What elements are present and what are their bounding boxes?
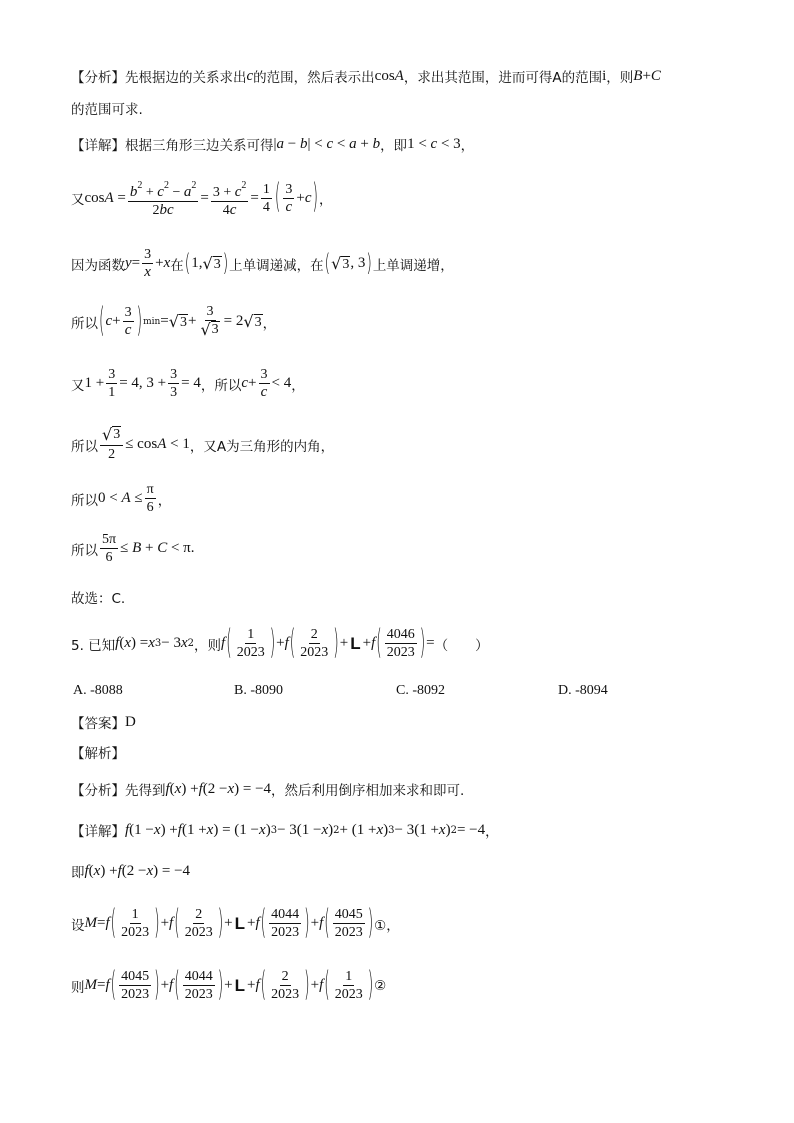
line6-text-1: 又 <box>71 377 85 394</box>
q5-number: 5. 已知 <box>71 637 116 654</box>
line9-text-2: . <box>190 540 195 556</box>
option-d[interactable]: D. -8094 <box>558 683 608 698</box>
line8-text-2: ， <box>157 492 172 509</box>
frac-cosine-law: $\frac{b^2 + c^2 - a^2}{2bc}$ <box>128 177 198 219</box>
answer-tag: 【答案】 <box>71 716 125 732</box>
line4-text-4: 上单调递增， <box>372 257 454 274</box>
line10-text-1: 故选：C. <box>71 591 126 607</box>
line9-text-1: 所以 <box>71 542 98 559</box>
detail-text-3: ， <box>460 138 475 154</box>
analysis2-text-1: 先得到 <box>125 783 166 799</box>
analysis-tag: 【分析】 <box>71 70 125 86</box>
line6-text-2: ，所以 <box>200 377 242 394</box>
endpoint-values-line: 又 1 + $\frac{3}{1}$ = 4, 3 + $\frac{3}{3}$ = 4 ，所以 c + $\frac{3}{c}$ < 4 ， <box>71 367 305 400</box>
math-cosA-formula: cosA = <box>84 189 126 206</box>
line18-text-1: 则 <box>71 979 85 996</box>
line5-text-1: 所以 <box>71 315 98 332</box>
sum-forward-line: 设 M = f ( $\frac{1}{2023}$ ) + f ( $\frac{2}{2023}$ ) + L + f ( $\frac{4044}{2023}$ ) + f ( $\frac{4045}{2023}$ ) ①， <box>71 904 400 943</box>
math-i: i <box>602 67 607 84</box>
detail-tag: 【详解】 <box>71 138 125 154</box>
answer-value: D <box>125 713 136 730</box>
option-b[interactable]: B. -8090 <box>234 683 283 698</box>
line16-text-1: 即 <box>71 865 85 881</box>
detail-text-2: ，即 <box>380 138 408 154</box>
question-5: 5. 已知 f ( x ) = x 3 − 3 x 2 ，则 f ( $\frac{1}{2023}$ ) + f ( $\frac{2}{2023}$ ) + L + f ( $\frac{4046}{2023}$ ) = （ ） <box>71 624 489 663</box>
analysis-text-4: ，则 <box>606 70 634 86</box>
detail2-tag: 【详解】 <box>71 824 125 840</box>
math-triangle-inequality: |a − b| < c < a + b <box>273 135 381 152</box>
circle-one-mark: ①， <box>374 917 400 934</box>
analysis-line-1: 【分析】 先根据边的关系求出 c 的范围，然后表示出 cosA ，求出其范围，进而可得A的范围 i ，则 B + C <box>71 67 661 86</box>
option-c[interactable]: C. -8092 <box>396 683 445 698</box>
detail2-text-2: ， <box>485 824 499 840</box>
min-value-line: 所以 ( c + $\frac{3}{c}$ ) min = √ 3 + 3 √ 3 = 2 √ 3 ， <box>71 302 277 341</box>
line4-text-2: 在 <box>170 257 184 274</box>
circle-two-mark: ② <box>374 977 387 994</box>
identity-line: 即 f ( x ) + f (2 − x ) = −4 <box>71 862 191 881</box>
line4-text-1: 因为函数 <box>71 257 125 274</box>
analysis2-tag: 【分析】 <box>71 783 125 799</box>
choice-line <box>71 587 125 607</box>
line5-text-2: ， <box>262 315 277 332</box>
analysis-text-3: ，求出其范围，进而可得A的范围 <box>403 70 603 86</box>
detail2-line: 【详解】 f (1 − x ) + f (1 + x ) = (1 − x ) 3 − 3(1 − x ) 2 + (1 + x ) 3 − 3(1 + x ) 2 = −4 ， <box>71 821 499 840</box>
cosA-range-line: 所以 √ 3 2 ≤ cosA < 1 ，又A为三角形的内角， <box>71 425 335 462</box>
math-cosA: cosA <box>374 67 404 84</box>
A-range-line: 所以 0 < A ≤ $\frac{\pi}{6}$ ， <box>71 482 172 515</box>
jiexi-tag: 【解析】 <box>71 746 125 762</box>
line8-text-1: 所以 <box>71 492 98 509</box>
monotonic-line: 因为函数 y = $\frac{3}{x}$ + x 在 ( 1, √ 3 ) 上单调递减，在 ( √ 3 , 3 ) 上单调递增， <box>71 247 454 280</box>
cosA-line: 又 cosA = $\frac{b^2 + c^2 - a^2}{2bc}$ = $\frac{3 + c^2}{4c}$ = $\frac{1}{4}$ ( $\frac{3}{c}$ + c ) ， <box>71 178 333 218</box>
line4-text-3: 上单调递减，在 <box>229 257 324 274</box>
q5-text-2: ，则 <box>194 637 222 654</box>
BC-range-line: 所以 $\frac{5\pi}{6}$ ≤ B + C < π . <box>71 532 195 565</box>
line6-text-3: ， <box>291 377 305 394</box>
line3-text-2: ， <box>318 192 333 208</box>
math-y-def: y <box>125 255 132 271</box>
math-c: c <box>246 67 254 84</box>
line7-text-1: 所以 <box>71 438 98 455</box>
line3-text-1: 又 <box>71 192 85 208</box>
option-a[interactable]: A. -8088 <box>73 683 123 698</box>
math-B-plus-C: B <box>633 67 643 84</box>
analysis-line-2 <box>71 98 143 118</box>
detail-text-1: 根据三角形三边关系可得 <box>125 138 274 154</box>
frac-3-plus-c2: $\frac{3 + c^2}{4c}$ <box>211 177 249 219</box>
sum-reverse-line: 则 M = f ( $\frac{4045}{2023}$ ) + f ( $\frac{4044}{2023}$ ) + L + f ( $\frac{2}{2023}$ ) + f ( $\frac{1}{2023}$ ) ② <box>71 966 387 1005</box>
analysis-text-5: 的范围可求. <box>71 102 143 118</box>
line7-text-2: ，又A为三角形的内角， <box>189 438 335 455</box>
jiexi-line <box>71 742 125 762</box>
math-c-range: 1 < c < 3 <box>407 135 461 152</box>
analysis2-text-2: ，然后利用倒序相加来求和即可. <box>271 783 465 799</box>
detail-line-1 <box>71 134 474 154</box>
analysis2-line: 【分析】 先得到 f ( x ) + f (2 − x ) = −4 ，然后利用倒序相加来求和即可. <box>71 780 465 799</box>
analysis-text-1: 先根据边的关系求出 <box>125 70 247 86</box>
q5-blank: （ ） <box>434 637 489 654</box>
answer-line <box>71 712 136 732</box>
frac-one-quarter: $\frac{1}{4}$ <box>262 181 270 215</box>
analysis-text-2: 的范围，然后表示出 <box>253 70 375 86</box>
line17-text-1: 设 <box>71 917 85 934</box>
